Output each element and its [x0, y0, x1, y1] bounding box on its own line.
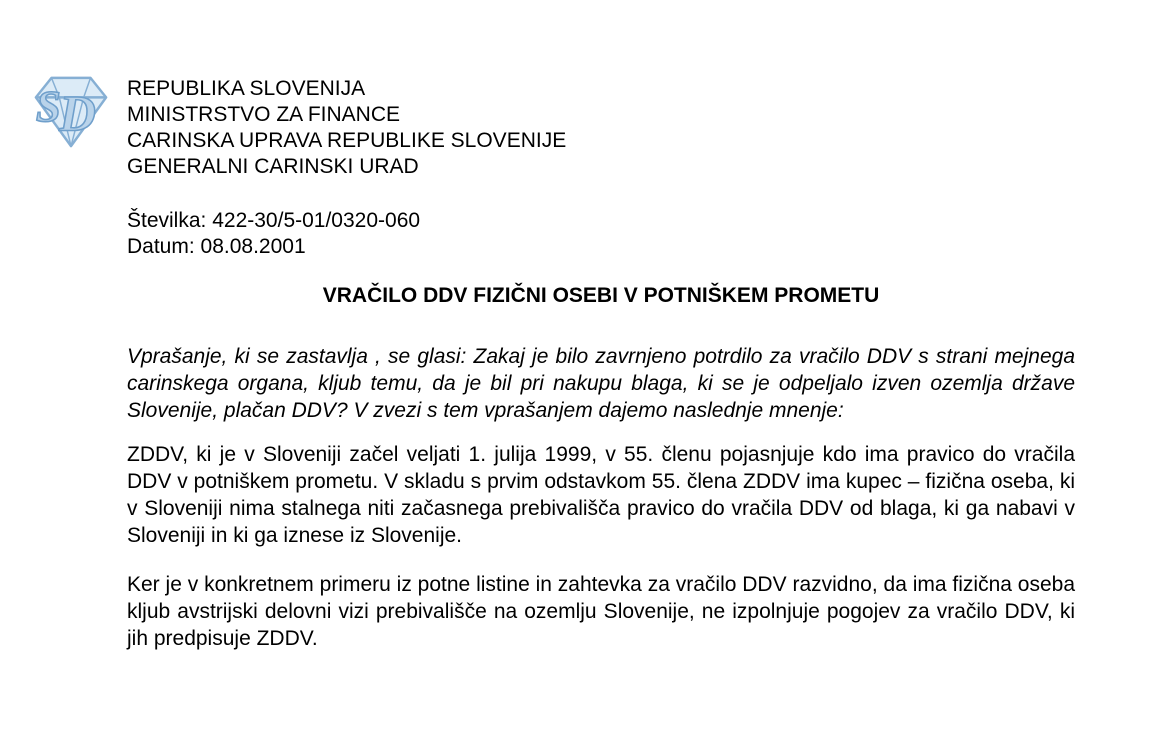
paragraph-question: Vprašanje, ki se zastavlja , se glasi: Zakaj je bilo zavrnjeno potrdilo za vračilo DDV s strani mejnega carinskega organa, kljub temu, da je bil pri nakupu blaga, ki se je odpeljalo izven ozemlja države Slovenije, plačan DDV? V zvezi s tem vprašanjem dajemo naslednje mnenje: [127, 345, 1075, 422]
logo-monogram-s: S [35, 80, 61, 131]
letterhead-line-general-customs-office: GENERALNI CARINSKI URAD [127, 155, 419, 178]
paragraph-zddv-explanation: ZDDV, ki je v Sloveniji začel veljati 1. julija 1999, v 55. členu pojasnjuje kdo ima pravico do vračila DDV v potniškem prometu. V skladu s prvim odstavkom 55. člena ZDDV ima kupec – fizična oseba, ki v Sloveniji nima stalnega niti začasnega prebivališča pravico do vračila DDV od blaga, ki ga nabavi v Sloveniji in ki ga iznese iz Slovenije. [127, 443, 1075, 547]
paragraph-conclusion: Ker je v konkretnem primeru iz potne listine in zahtevka za vračilo DDV razvidno, da ima fizična oseba kljub avstrijski delovni vizi prebivališče na ozemlju Slovenije, ne izpolnjuje pogojev za vračilo DDV, ki jih predpisuje ZDDV. [127, 573, 1075, 650]
document-number-line [127, 208, 1075, 234]
customs-gem-logo-icon [30, 72, 112, 152]
document-number-value: 422-30/5-01/0320-060 [212, 209, 421, 232]
document-date-label: Datum: [127, 235, 195, 258]
document-title: VRAČILO DDV FIZIČNI OSEBI V POTNIŠKEM PROMETU [322, 284, 880, 307]
letterhead-line-ministry: MINISTRSTVO ZA FINANCE [127, 103, 401, 126]
document-date-value: 08.08.2001 [200, 235, 306, 258]
letterhead-line-customs-administration: CARINSKA UPRAVA REPUBLIKE SLOVENIJE [127, 129, 567, 152]
document-number-label: Številka: [127, 209, 207, 232]
document-meta [127, 208, 1075, 260]
letterhead [127, 76, 1075, 180]
document-content [127, 76, 1075, 652]
letterhead-line-republic: REPUBLIKA SLOVENIJA [127, 77, 366, 100]
document-date-line [127, 234, 1075, 260]
logo-monogram-d: D [59, 85, 96, 142]
